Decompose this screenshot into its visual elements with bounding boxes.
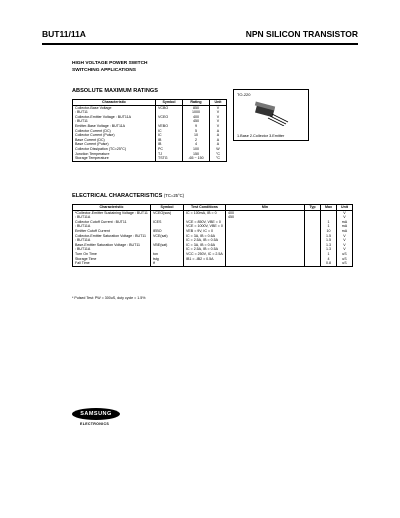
elec-cell: mA (337, 220, 353, 225)
logo-brand: SAMSUNG (80, 411, 112, 417)
elec-cell: : BUT11A (73, 215, 151, 220)
elec-cell: 1 (321, 224, 337, 229)
document-header (42, 29, 358, 43)
abs-max-title: ABSOLUTE MAXIMUM RATINGS (72, 88, 158, 94)
elec-cell (305, 261, 321, 266)
abs-cell: °C (210, 152, 227, 157)
elec-char-table (72, 204, 353, 267)
elec-cell: Emitter Cutoff Current (73, 229, 151, 234)
elec-cell: V (337, 247, 353, 252)
elec-cell: uS (337, 261, 353, 266)
transistor-drawing-icon (252, 100, 292, 126)
elec-cell: 1.3 (321, 243, 337, 248)
elec-cell: 0.8 (321, 261, 337, 266)
elec-cell: : BUT11A (73, 238, 151, 243)
abs-cell: Emitter-Base Voltage : BUT11A (73, 124, 156, 129)
abs-cell: VEBO (156, 124, 183, 129)
elec-cell: V (337, 215, 353, 220)
elec-cell: 1.3 (321, 247, 337, 252)
elec-cell: 4 (321, 257, 337, 262)
elec-cell: VCE = 850V, VBE = 0 (184, 220, 226, 225)
elec-cell: Collector Cutoff Current : BUT11 (73, 220, 151, 225)
abs-cell: Junction Temperature (73, 152, 156, 157)
package-diagram (233, 89, 309, 141)
elec-cell: Fall Time (73, 261, 151, 266)
elec-cell (226, 261, 305, 266)
elec-cell: V (337, 238, 353, 243)
elec-cell: IC = 2.5A, IB = 0.5A (184, 247, 226, 252)
elec-cell (184, 261, 226, 266)
abs-cell: V (210, 105, 227, 110)
abs-cell: Collector Current (DC) (73, 129, 156, 134)
elec-cell: Base-Emitter Saturation Voltage : BUT11 (73, 243, 151, 248)
header-rule (42, 43, 358, 45)
elec-cell: 1 (321, 220, 337, 225)
abs-cell: PC (156, 147, 183, 152)
abs-cell: A (210, 129, 227, 134)
samsung-logo (72, 408, 120, 420)
abs-cell: V (210, 119, 227, 124)
elec-cell: ton (151, 252, 184, 257)
abs-cell: A (210, 142, 227, 147)
abs-cell: V (210, 110, 227, 115)
abs-cell: 4 (183, 142, 210, 147)
abs-cell: 450 (183, 119, 210, 124)
elec-char-title-text: ELECTRICAL CHARACTERISTICS (72, 193, 163, 199)
device-type: NPN SILICON TRANSISTOR (245, 29, 358, 39)
abs-cell: A (210, 133, 227, 138)
elec-cell: mA (337, 229, 353, 234)
elec-cell: VCE = 1000V, VBE = 0 (184, 224, 226, 229)
elec-cell: tf (151, 261, 184, 266)
logo-subtext: ELECTRONICS (80, 422, 110, 426)
abs-cell: IB (156, 142, 183, 147)
abs-header-2: Rating (183, 100, 210, 106)
abs-cell: 150 (183, 152, 210, 157)
abs-cell: 1000 (183, 110, 210, 115)
abs-cell: : BUT11 (73, 110, 156, 115)
abs-cell: 9 (183, 124, 210, 129)
abs-cell: Base Current (Pulse) (73, 142, 156, 147)
abs-cell: IC (156, 129, 183, 134)
abs-cell: A (210, 138, 227, 143)
elec-header-3: Min (226, 205, 305, 211)
table-row (73, 261, 353, 266)
abs-cell: °C (210, 156, 227, 161)
elec-cell: 1 (321, 252, 337, 257)
elec-cell: 1.5 (321, 234, 337, 239)
subtitle-line-1: HIGH VOLTAGE POWER SWITCH (72, 61, 148, 66)
elec-cell: VCE(sat) (151, 234, 184, 239)
part-number: BUT11/11A (42, 29, 86, 39)
abs-cell: TJ (156, 152, 183, 157)
abs-max-table (72, 99, 227, 162)
elec-header-2: Test Conditions (184, 205, 226, 211)
elec-cell: uS (337, 252, 353, 257)
abs-cell: VCBO (156, 105, 183, 110)
package-label: TO-220 (237, 92, 251, 97)
elec-cell: ICES (151, 220, 184, 225)
elec-cell: VBE(sat) (151, 243, 184, 248)
pin-legend: 1.Base 2.Collector 3.Emitter (237, 134, 285, 138)
abs-cell: V (210, 115, 227, 120)
abs-cell: 850 (183, 105, 210, 110)
abs-cell: Collector-Base Voltage (73, 105, 156, 110)
elec-cell: VCEO(sus) (151, 210, 184, 215)
elec-header-5: Max (321, 205, 337, 211)
elec-cell: uS (337, 257, 353, 262)
elec-header-0: Characteristic (73, 205, 151, 211)
abs-cell: IB (156, 138, 183, 143)
abs-header-0: Characteristic (73, 100, 156, 106)
abs-cell: Collector-Emitter Voltage : BUT11A (73, 115, 156, 120)
elec-cell: Storage Time (73, 257, 151, 262)
abs-cell: 10 (183, 133, 210, 138)
elec-cell: IC = 2.5A, IB = 0.5A (184, 238, 226, 243)
elec-cell: IC = 3A, IB = 0.6A (184, 234, 226, 239)
elec-cell: 1.5 (321, 238, 337, 243)
abs-cell: 2 (183, 138, 210, 143)
elec-cell: mA (337, 224, 353, 229)
elec-header-4: Typ (305, 205, 321, 211)
elec-cell: V (337, 210, 353, 215)
abs-cell: TSTG (156, 156, 183, 161)
elec-cell: : BUT11A (73, 247, 151, 252)
abs-cell: 100 (183, 147, 210, 152)
elec-cell: VCC = 250V, IC = 2.5A (184, 252, 226, 257)
abs-cell: VCEO (156, 115, 183, 120)
abs-cell: 5 (183, 129, 210, 134)
elec-cell: IB1 = -IB2 = 0.5A (184, 257, 226, 262)
elec-cell: Turn On Time (73, 252, 151, 257)
subtitle-line-2: SWITCHING APPLICATIONS (72, 68, 136, 73)
elec-cell: 450 (226, 215, 305, 220)
elec-cell: IEBO (151, 229, 184, 234)
abs-cell: Collector Current (Pulse) (73, 133, 156, 138)
elec-header-6: Unit (337, 205, 353, 211)
abs-cell: -65 ~ 150 (183, 156, 210, 161)
elec-cell: 400 (226, 210, 305, 215)
abs-cell: Collector Dissipation (TC=25°C) (73, 147, 156, 152)
abs-header-3: Unit (210, 100, 227, 106)
elec-cell: V (337, 243, 353, 248)
elec-cell: tstg (151, 257, 184, 262)
elec-cell: V (337, 234, 353, 239)
elec-cell: VEB = 9V, IC = 0 (184, 229, 226, 234)
abs-cell: Base Current (DC) (73, 138, 156, 143)
abs-header-1: Symbol (156, 100, 183, 106)
elec-cell: *Collector-Emitter Sustaining Voltage : BUT11 (73, 210, 151, 215)
abs-cell: 400 (183, 115, 210, 120)
abs-cell: : BUT11 (73, 119, 156, 124)
elec-cell: : BUT11A (73, 224, 151, 229)
elec-char-condition: (TC=25°C) (163, 193, 185, 198)
abs-cell: W (210, 147, 227, 152)
abs-cell: IC (156, 133, 183, 138)
elec-cell: IC = 100mA, IB = 0 (184, 210, 226, 215)
elec-header-1: Symbol (151, 205, 184, 211)
elec-char-title (72, 193, 184, 199)
footnote: * Pulsed Test: PW = 300uS, duty cycle = 1.5% (72, 296, 146, 300)
elec-cell: Collector-Emitter Saturation Voltage : BUT11 (73, 234, 151, 239)
table-row (73, 156, 227, 161)
abs-cell: V (210, 124, 227, 129)
elec-cell: IC = 3A, IB = 0.6A (184, 243, 226, 248)
abs-cell: Storage Temperature (73, 156, 156, 161)
elec-cell: 10 (321, 229, 337, 234)
